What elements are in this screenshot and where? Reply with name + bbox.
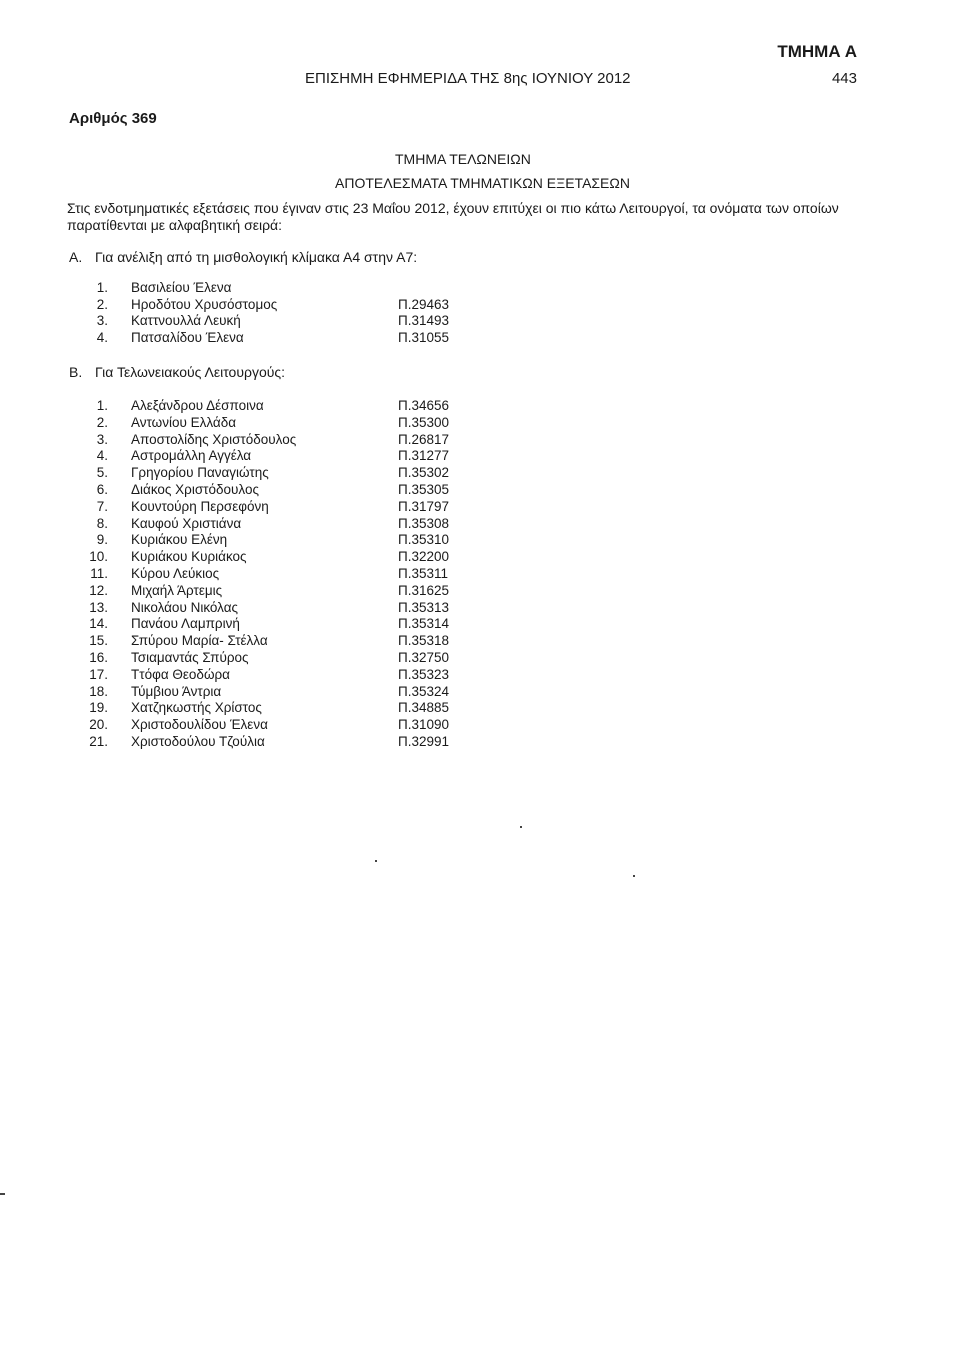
entry-number: 3. xyxy=(96,431,108,447)
list-entry xyxy=(80,329,450,346)
entry-code: Π.32200 xyxy=(398,549,450,565)
entry-code: Π.35313 xyxy=(398,599,450,615)
entry-code: Π.32991 xyxy=(398,734,450,749)
list-entry xyxy=(80,666,450,683)
entry-code: Π.35305 xyxy=(398,482,450,497)
entry-number: 3. xyxy=(96,313,108,328)
decision-number: Αριθμός 369 xyxy=(69,110,157,127)
entry-code: Π.35311 xyxy=(398,566,449,581)
entry-number: 13. xyxy=(89,599,108,615)
entry-number: 11. xyxy=(90,566,108,581)
list-entry xyxy=(80,582,450,599)
section-tag: ΤΜΗΜΑ Α xyxy=(777,42,857,61)
entry-code: Π.32750 xyxy=(398,650,450,665)
list-entry xyxy=(80,532,450,548)
entry-code: Π.35323 xyxy=(398,666,450,682)
entry-number: 1. xyxy=(96,280,108,295)
list-entry xyxy=(80,717,450,733)
entry-number: 1. xyxy=(96,398,108,413)
entry-name: Κυριάκου Ελένη xyxy=(131,532,228,548)
gazette-title: ΕΠΙΣΗΜΗ ΕΦΗΜΕΡΙΔΑ ΤΗΣ 8ης ΙΟΥΝΙΟΥ 2012 xyxy=(305,70,631,87)
list-entry xyxy=(80,734,450,750)
entry-name: Βασιλείου Έλενα xyxy=(131,280,232,295)
entry-name: Χατζηκωστής Χρίστος xyxy=(131,700,262,716)
entry-code: Π.35318 xyxy=(398,633,450,649)
entry-name: Αποστολίδης Χριστόδουλος xyxy=(131,431,297,447)
entry-code: Π.35314 xyxy=(398,616,450,632)
entry-name: Αστρομάλλη Αγγέλα xyxy=(131,448,252,464)
document-title: ΑΠΟΤΕΛΕΣΜΑΤΑ ΤΜΗΜΑΤΙΚΩΝ ΕΞΕΤΑΣΕΩΝ xyxy=(335,175,630,191)
entry-name: Χριστοδούλου Τζούλια xyxy=(131,734,265,749)
entry-code: Π.35310 xyxy=(398,532,450,548)
entry-number: 5. xyxy=(96,465,108,481)
entry-code: Π.31625 xyxy=(398,582,450,598)
list-entry xyxy=(80,515,450,532)
entry-name: Αλεξάνδρου Δέσποινα xyxy=(131,398,264,413)
entry-name: Αντωνίου Ελλάδα xyxy=(131,414,237,430)
list-entry xyxy=(80,465,450,481)
entry-code: Π.31493 xyxy=(398,313,450,328)
entry-code: Π.26817 xyxy=(398,431,450,447)
entry-number: 8. xyxy=(96,515,108,531)
list-entry xyxy=(80,599,450,616)
entry-code: Π.35324 xyxy=(398,683,450,699)
entry-name: Διάκος Χριστόδουλος xyxy=(131,482,259,497)
entry-code: Π.31277 xyxy=(398,448,450,464)
list-entry xyxy=(80,650,450,666)
entry-number: 4. xyxy=(96,448,108,464)
entry-code: Π.35308 xyxy=(398,515,450,531)
intro-paragraph: Στις ενδοτμηματικές εξετάσεις που έγιναν στις 23 Μαΐου 2012, έχουν επιτύχει οι πιο κάτω Λειτουργοί, τα ονόματα των οποίων παρατίθενται με αλφαβητική σειρά: xyxy=(67,200,839,233)
scan-speck xyxy=(633,875,635,877)
list-entry xyxy=(80,566,449,582)
entry-name: Νικολάου Νικόλας xyxy=(131,599,239,615)
entry-number: 19. xyxy=(89,700,108,716)
list-entry xyxy=(80,296,450,313)
entry-name: Ττόφα Θεοδώρα xyxy=(131,666,230,682)
list-entry xyxy=(80,414,450,431)
entry-name: Κουντούρη Περσεφόνη xyxy=(131,498,269,514)
entry-number: 18. xyxy=(89,683,108,699)
entry-name: Τύμβιου Άντρια xyxy=(131,683,222,699)
entry-name: Κυριάκου Κυριάκος xyxy=(131,549,247,565)
entry-code: Π.34656 xyxy=(398,398,450,413)
entry-number: 17. xyxy=(89,666,108,682)
entry-number: 10. xyxy=(89,549,108,565)
entry-number: 12. xyxy=(89,582,108,598)
department-name: ΤΜΗΜΑ ΤΕΛΩΝΕΙΩΝ xyxy=(395,151,531,167)
entry-name: Χριστοδουλίδου Έλενα xyxy=(131,717,268,733)
entry-number: 2. xyxy=(96,296,108,312)
list-entry xyxy=(80,633,450,649)
entry-number: 14. xyxy=(89,616,108,632)
entry-number: 20. xyxy=(89,717,108,733)
entry-name: Κύρου Λεύκιος xyxy=(131,566,220,581)
entry-number: 15. xyxy=(89,633,108,649)
list-entry xyxy=(80,280,400,296)
entry-name: Καυφού Χριστιάνα xyxy=(131,515,242,531)
entry-number: 21. xyxy=(89,734,108,749)
list-entry xyxy=(80,448,450,464)
section-b-label: Β. xyxy=(69,364,83,380)
entry-number: 6. xyxy=(96,482,108,497)
scan-speck xyxy=(0,1193,5,1195)
list-entry xyxy=(80,700,450,716)
section-a-heading: Για ανέλιξη από τη μισθολογική κλίμακα Α4 στην Α7: xyxy=(95,249,418,265)
entry-number: 2. xyxy=(96,414,108,430)
entry-code: Π.31090 xyxy=(398,717,450,733)
entry-name: Καττνουλλά Λευκή xyxy=(131,313,241,328)
list-entry xyxy=(80,498,450,515)
page-number: 443 xyxy=(831,70,857,87)
list-entry xyxy=(80,431,450,448)
entry-name: Ηροδότου Χρυσόστομος xyxy=(131,296,278,312)
entry-number: 16. xyxy=(89,650,108,665)
entry-number: 4. xyxy=(96,329,108,345)
entry-number: 7. xyxy=(96,498,108,514)
entry-code: Π.29463 xyxy=(398,296,450,312)
entry-name: Σπύρου Μαρία- Στέλλα xyxy=(131,633,268,649)
entry-code: Π.35300 xyxy=(398,414,450,430)
entry-name: Πατσαλίδου Έλενα xyxy=(131,329,244,345)
entry-name: Μιχαήλ Άρτεμις xyxy=(131,582,223,598)
entry-code: Π.31055 xyxy=(398,329,450,345)
list-entry xyxy=(80,683,450,700)
section-b-heading: Για Τελωνειακούς Λειτουργούς: xyxy=(95,364,286,380)
entry-code: Π.34885 xyxy=(398,700,450,716)
list-entry xyxy=(80,313,450,329)
section-a-label: Α. xyxy=(69,249,83,265)
entry-name: Τσιαμαντάς Σπύρος xyxy=(131,650,249,665)
entry-name: Γρηγορίου Παναγιώτης xyxy=(131,465,269,481)
entry-name: Πανάου Λαμπρινή xyxy=(131,616,240,632)
scan-speck xyxy=(520,826,522,828)
entry-code: Π.31797 xyxy=(398,498,450,514)
list-entry xyxy=(80,398,450,414)
list-entry xyxy=(80,482,450,498)
list-entry xyxy=(80,549,450,565)
entry-code: Π.35302 xyxy=(398,465,450,481)
list-entry xyxy=(80,616,450,632)
scan-speck xyxy=(375,860,377,862)
entry-number: 9. xyxy=(96,532,108,548)
